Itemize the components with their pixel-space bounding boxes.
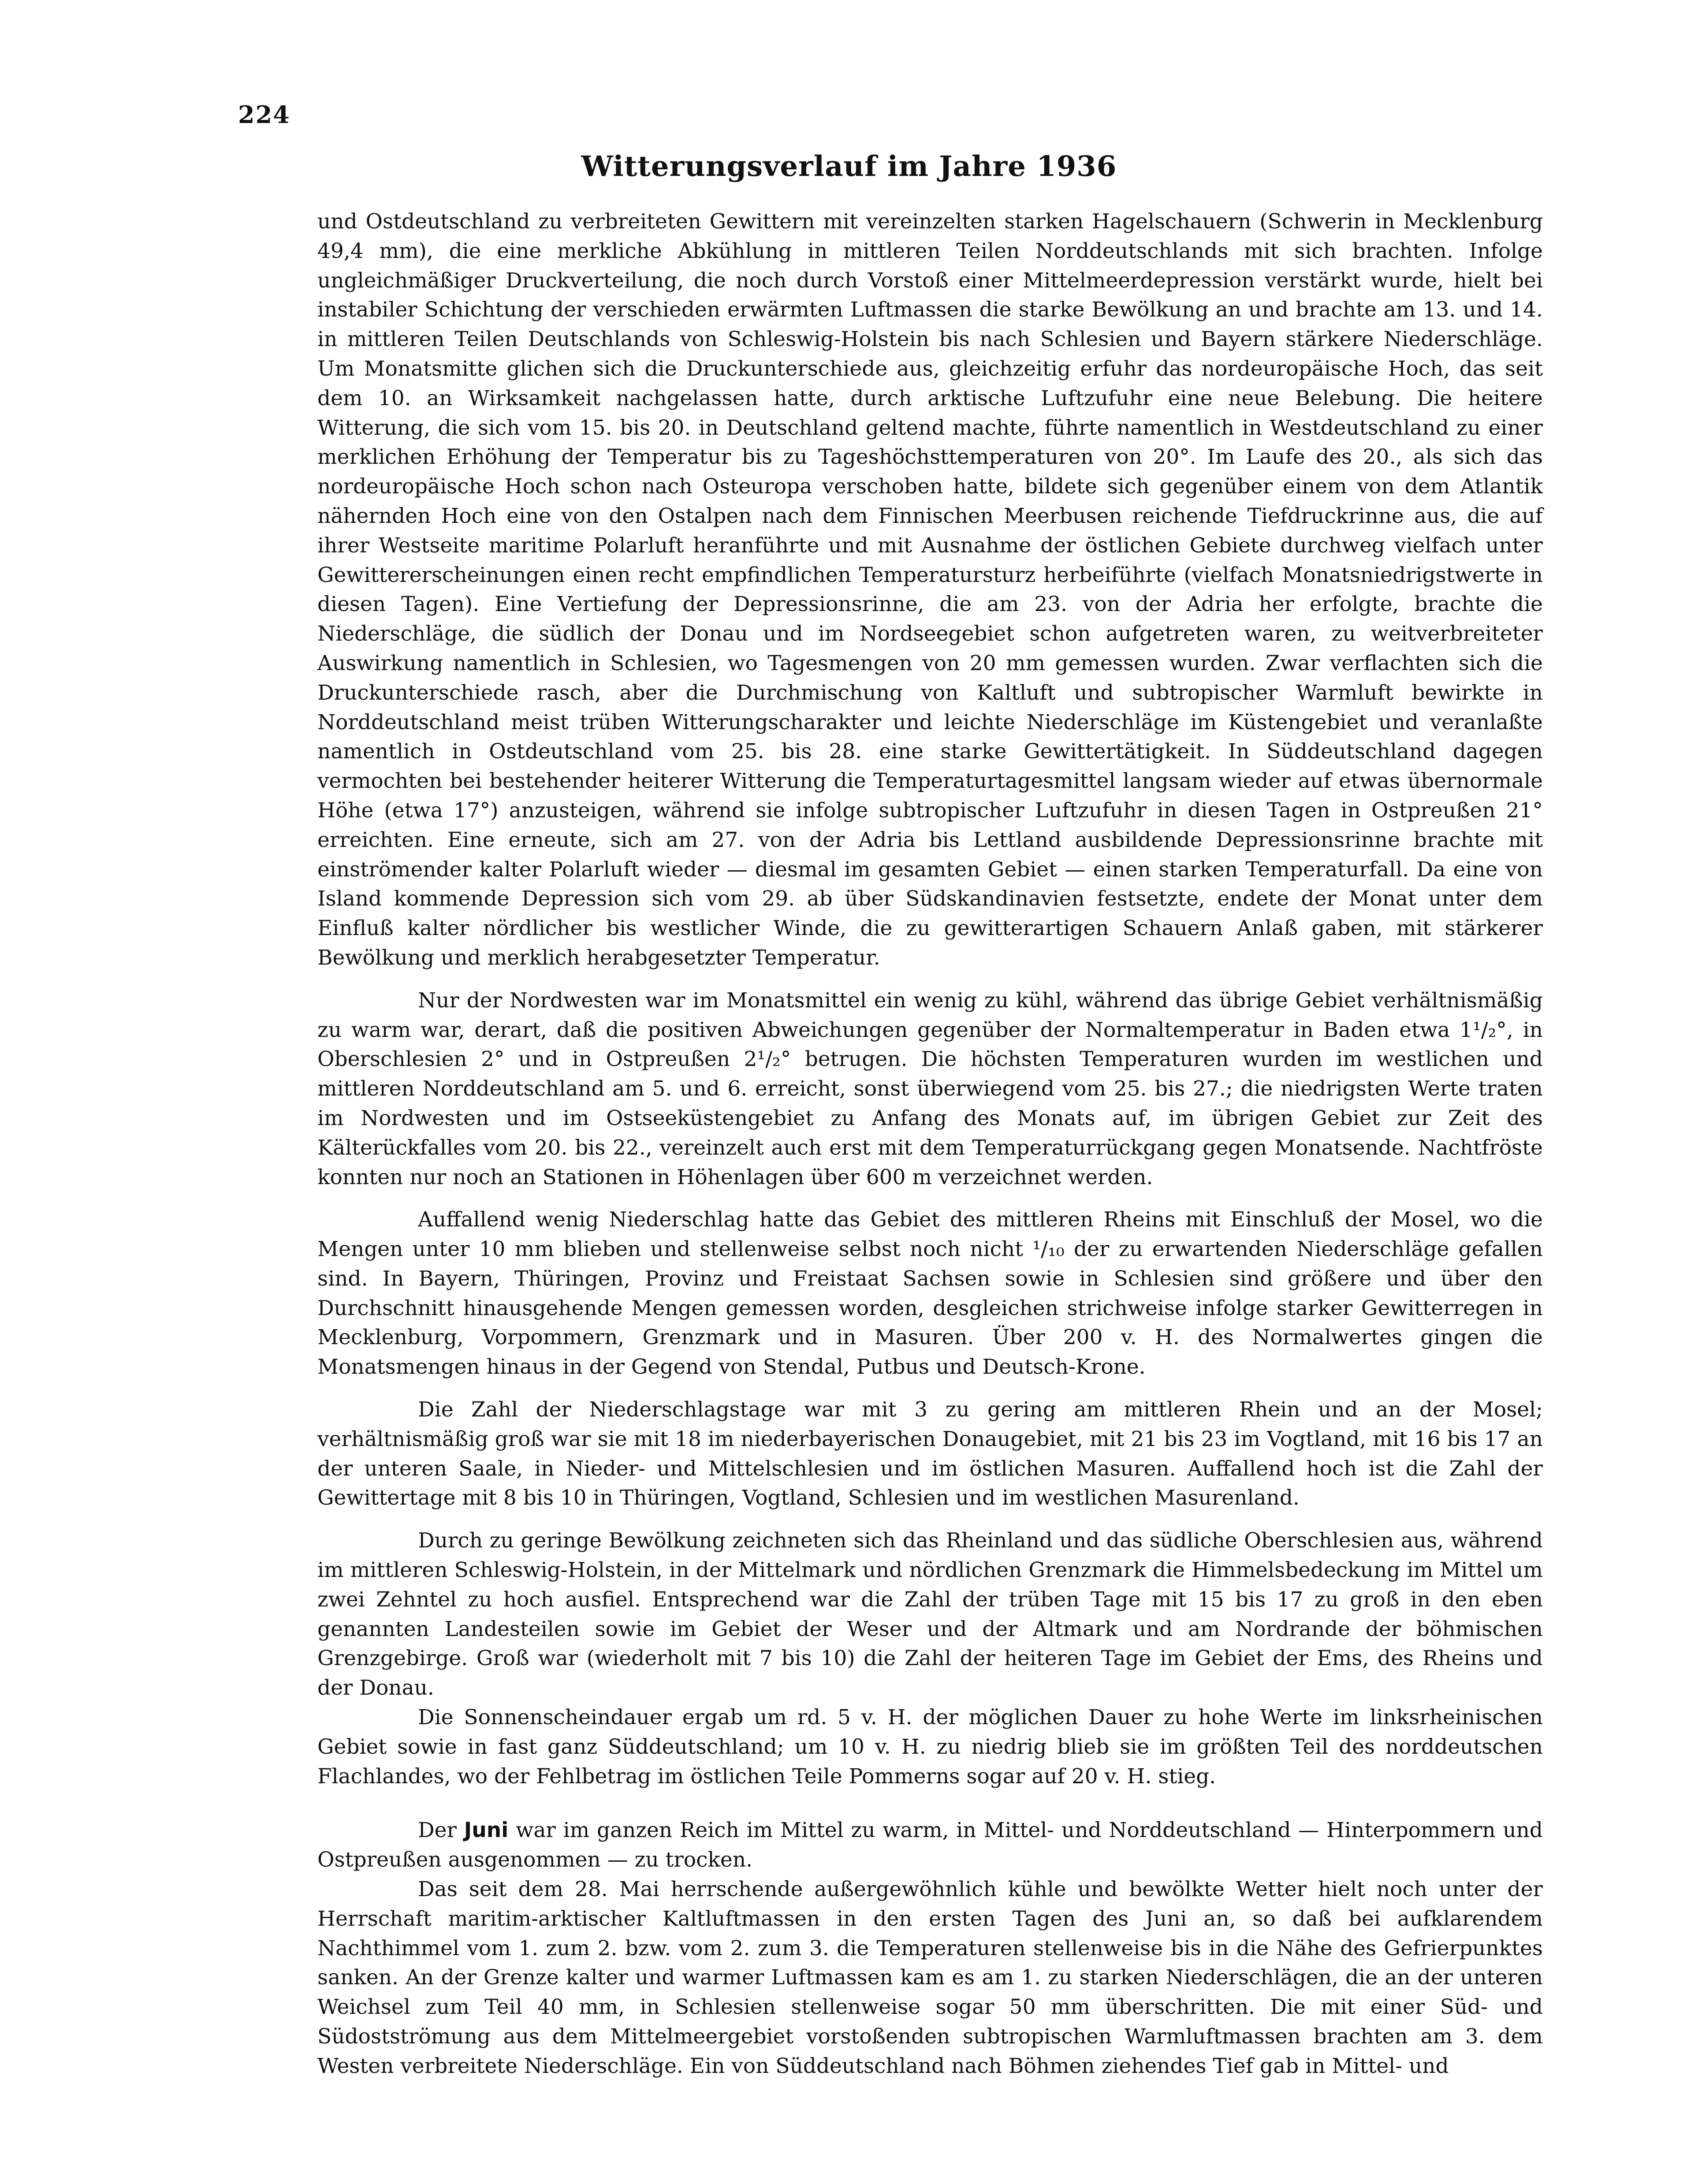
body-text <box>317 207 1543 2081</box>
month-heading-juni: Juni <box>464 1818 509 1843</box>
juni-intro-text: war im ganzen Reich im Mittel zu warm, in Mittel- und Norddeutschland — Hinterpommern und Ostpreußen ausgenommen — zu trocken. <box>317 1818 1543 1872</box>
paragraph-3: Auffallend wenig Niederschlag hatte das Gebiet des mittleren Rheins mit Einschluß der Mosel, wo die Mengen unter 10 mm blieben und stellenweise selbst noch nicht ¹/₁₀ der zu erwartenden Niederschläge gefallen sind. In Bayern, Thüringen, Provinz und Freistaat Sachsen sowie in Schlesien sind größere und über den Durchschnitt hinausgehende Mengen gemessen worden, desgleichen strichweise infolge starker Gewitterregen in Mecklenburg, Vorpommern, Grenzmark und in Masuren. Über 200 v. H. des Normalwertes gingen die Monatsmengen hinaus in der Gegend von Stendal, Putbus und Deutsch-Krone. <box>317 1208 1543 1379</box>
page-number: 224 <box>238 101 290 129</box>
paragraph-juni-intro <box>317 1816 1543 1875</box>
juni-intro-prefix: Der <box>418 1818 464 1843</box>
paragraph-8: Das seit dem 28. Mai herrschende außergewöhnlich kühle und bewölkte Wetter hielt noch unter der Herrschaft maritim-arktischer Kaltluftmassen in den ersten Tagen des Juni an, so daß bei aufklarendem Nachthimmel vom 1. zum 2. bzw. vom 2. zum 3. die Temperaturen stellenweise bis in die Nähe des Gefrierpunktes sanken. An der Grenze kalter und warmer Luftmassen kam es am 1. zu starken Niederschlägen, die an der unteren Weichsel zum Teil 40 mm, in Schlesien stellenweise sogar 50 mm überschritten. Die mit einer Süd- und Südostströmung aus dem Mittelmeergebiet vorstoßenden subtropischen Warmluftmassen brachten am 3. dem Westen verbreitete Niederschläge. Ein von Süddeutschland nach Böhmen ziehendes Tief gab in Mittel- und <box>317 1877 1543 2078</box>
paragraph-5: Durch zu geringe Bewölkung zeichneten sich das Rheinland und das südliche Oberschlesien aus, während im mittleren Schleswig-Holstein, in der Mittelmark und nördlichen Grenzmark die Himmelsbedeckung im Mittel um zwei Zehntel zu hoch ausfiel. Entsprechend war die Zahl der trüben Tage mit 15 bis 17 zu groß in den eben genannten Landesteilen sowie im Gebiet der Weser und der Altmark und am Nordrande der böhmischen Grenzgebirge. Groß war (wiederholt mit 7 bis 10) die Zahl der heiteren Tage im Gebiet der Ems, des Rheins und der Donau. <box>317 1528 1543 1700</box>
paragraph-1: und Ostdeutschland zu verbreiteten Gewittern mit vereinzelten starken Hagelschauern (Schwerin in Mecklenburg 49,4 mm), die eine merkliche Abkühlung in mittleren Teilen Norddeutschlands mit sich brachten. Infolge ungleichmäßiger Druckverteilung, die noch durch Vorstoß einer Mittelmeerdepression verstärkt wurde, hielt bei instabiler Schichtung der verschieden erwärmten Luftmassen die starke Bewölkung an und brachte am 13. und 14. in mittleren Teilen Deutschlands von Schleswig-Holstein bis nach Schlesien und Bayern stärkere Niederschläge. Um Monatsmitte glichen sich die Druckunterschiede aus, gleichzeitig erfuhr das nordeuropäische Hoch, das seit dem 10. an Wirksamkeit nachgelassen hatte, durch arktische Luftzufuhr eine neue Belebung. Die heitere Witterung, die sich vom 15. bis 20. in Deutschland geltend machte, führte namentlich in Westdeutschland zu einer merklichen Erhöhung der Temperatur bis zu Tageshöchsttemperaturen von 20°. Im Laufe des 20., als sich das nordeuropäische Hoch schon nach Osteuropa verschoben hatte, bildete sich gegenüber einem von dem Atlantik nähernden Hoch eine von den Ostalpen nach dem Finnischen Meerbusen reichende Tiefdruckrinne aus, die auf ihrer Westseite maritime Polarluft heranführte und mit Ausnahme der östlichen Gebiete durchweg vielfach unter Gewittererscheinungen einen recht empfindlichen Temperatursturz herbeiführte (vielfach Monatsniedrigstwerte in diesen Tagen). Eine Vertiefung der Depressionsrinne, die am 23. von der Adria her erfolgte, brachte die Niederschläge, die südlich der Donau und im Nordseegebiet schon aufgetreten waren, zu weitverbreiteter Auswirkung namentlich in Schlesien, wo Tagesmengen von 20 mm gemessen wurden. Zwar verflachten sich die Druckunterschiede rasch, aber die Durchmischung von Kaltluft und subtropischer Warmluft bewirkte in Norddeutschland meist trüben Witterungscharakter und leichte Niederschläge im Küstengebiet und veranlaßte namentlich in Ostdeutschland vom 25. bis 28. eine starke Gewittertätigkeit. In Süddeutschland dagegen vermochten bei bestehender heiterer Witterung die Temperaturtagesmittel langsam wieder auf etwas übernormale Höhe (etwa 17°) anzusteigen, während sie infolge subtropischer Luftzufuhr in diesen Tagen in Ostpreußen 21° erreichten. Eine erneute, sich am 27. von der Adria bis Lettland ausbildende Depressionsrinne brachte mit einströmender kalter Polarluft wieder — diesmal im gesamten Gebiet — einen starken Temperaturfall. Da eine von Island kommende Depression sich vom 29. ab über Südskandinavien festsetzte, endete der Monat unter dem Einfluß kalter nördlicher bis westlicher Winde, die zu gewitterartigen Schauern Anlaß gaben, mit stärkerer Bewölkung und merklich herabgesetzter Temperatur. <box>317 209 1543 970</box>
paragraph-6: Die Sonnenscheindauer ergab um rd. 5 v. H. der möglichen Dauer zu hohe Werte im linksrheinischen Gebiet sowie in fast ganz Süddeutschland; um 10 v. H. zu niedrig blieb sie im größten Teil des norddeutschen Flachlandes, wo der Fehlbetrag im östlichen Teile Pommerns sogar auf 20 v. H. stieg. <box>317 1705 1543 1789</box>
paragraph-2: Nur der Nordwesten war im Monatsmittel ein wenig zu kühl, während das übrige Gebiet verhältnismäßig zu warm war, derart, daß die positiven Abweichungen gegenüber der Normaltemperatur in Baden etwa 1¹/₂°, in Oberschlesien 2° und in Ostpreußen 2¹/₂° betrugen. Die höchsten Temperaturen wurden im westlichen und mittleren Norddeutschland am 5. und 6. erreicht, sonst überwiegend vom 25. bis 27.; die niedrigsten Werte traten im Nordwesten und im Ostseeküstengebiet zu Anfang des Monats auf, im übrigen Gebiet zur Zeit des Kälterückfalles vom 20. bis 22., vereinzelt auch erst mit dem Temperaturrückgang gegen Monatsende. Nachtfröste konnten nur noch an Stationen in Höhenlagen über 600 m verzeichnet werden. <box>317 988 1543 1189</box>
page-title: Witterungsverlauf im Jahre 1936 <box>581 150 1117 183</box>
paragraph-4: Die Zahl der Niederschlagstage war mit 3 zu gering am mittleren Rhein und an der Mosel; verhältnismäßig groß war sie mit 18 im niederbayerischen Donaugebiet, mit 21 bis 23 im Vogtland, mit 16 bis 17 an der unteren Saale, in Nieder- und Mittelschlesien und im östlichen Masuren. Auffallend hoch ist die Zahl der Gewittertage mit 8 bis 10 in Thüringen, Vogtland, Schlesien und im westlichen Masurenland. <box>317 1398 1543 1510</box>
